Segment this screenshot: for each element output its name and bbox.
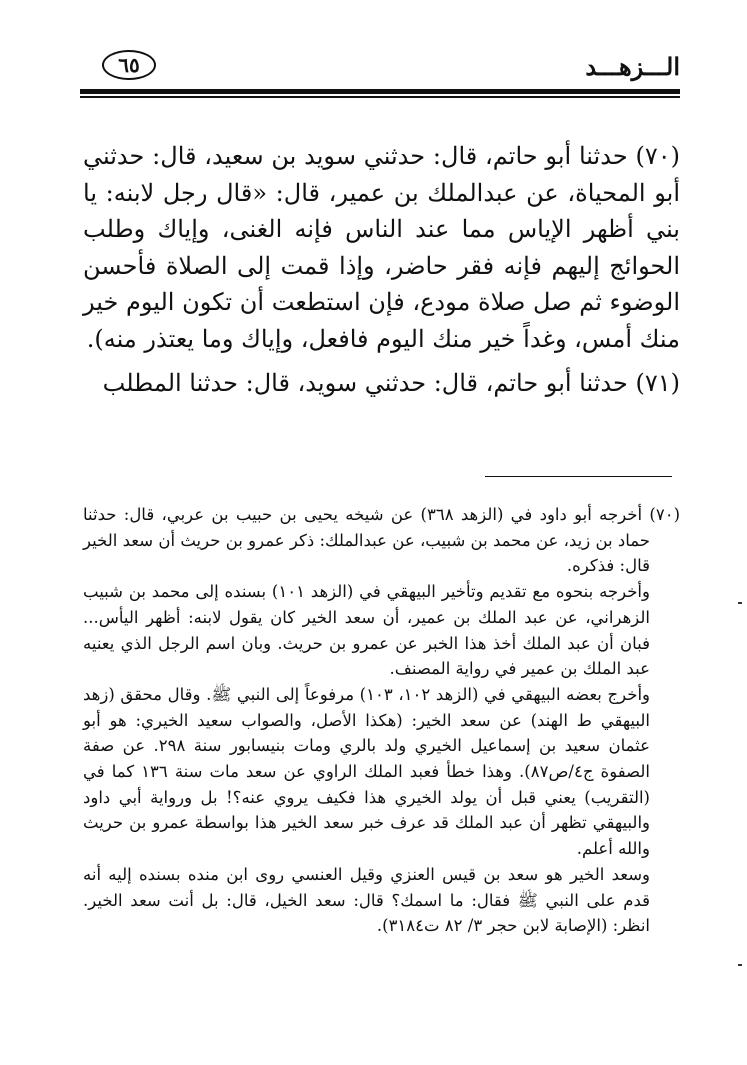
footnote-paragraph: (٧٠) أخرجه أبو داود في (الزهد ٣٦٨) عن شيخه يحيى بن حبيب بن عربي، قال: حدثنا حماد بن زيد، عن محمد بن شبيب، عن عبدالملك: ذكر عمرو بن حريث أن سعد الخير قال: فذكره. [83,505,680,576]
footnote-paragraph: وأخرج بعضه البيهقي في (الزهد ١٠٢، ١٠٣) مرفوعاً إلى النبي ﷺ. وقال محقق (زهد البيهقي ط الهند) عن سعد الخير: (هكذا الأصل، والصواب سعيد الخيري: هو أبو عثمان سعيد بن إسماعيل الخيري ولد بالري ومات بنيسابور سنة ٢٩٨. عن صفة الصفوة ج٤/ص٨٧). وهذا خطأ فعبد الملك الراوي عن سعد مات سنة ١٣٦ كما في (التقريب) يعني قبل أن يولد الخيري هذا فكيف يروي عنه؟! بل ورواية أبي داود والبيهقي تظهر أن عبد الملك قد عرف خبر سعد الخير هذا بواسطة عمرو بن حريث والله أعلم. [83,684,650,859]
main-text [83,138,680,402]
header-rule-thin [80,96,680,98]
running-title: الـــزهـــد [585,52,680,81]
page-header [80,40,680,90]
footnote-paragraph: وأخرجه بنحوه مع تقديم وتأخير البيهقي في (الزهد ١٠١) بسنده إلى محمد بن شبيب الزهراني، عن عبد الملك بن عمير، أن سعد الخير كان يقول لابنه: أظهر اليأس... فبان أن عبد الملك أخذ هذا الخبر عن عمرو بن حريث. وبان اسم الرجل الذي يعنيه عبد الملك بن عمير في رواية المصنف. [83,582,650,679]
hadith-70-paragraph: (٧٠) حدثنا أبو حاتم، قال: حدثني سويد بن سعيد، قال: حدثني أبو المحياة، عن عبدالملك بن عمير، قال: «قال رجل لابنه: يا بني أظهر الإياس مما عند الناس فإنه الغنى، وإياك وطلب الحوائج إليهم فإنه فقر حاضر، وإذا قمت إلى الصلاة فأحسن الوضوء ثم صل صلاة مودع، فإن استطعت أن تكون اليوم خير منك أمس، وغداً خير منك اليوم فافعل، وإياك وما يعتذر منه). [83,142,680,353]
page-number-badge: ٦٥ [102,50,156,80]
hadith-71-paragraph: (٧١) حدثنا أبو حاتم، قال: حدثني سويد، قال: حدثنا المطلب [102,369,680,397]
scan-edge-mark [738,602,742,604]
footnotes [83,502,680,939]
footnote-separator [485,476,672,477]
footnote-paragraph: وسعد الخير هو سعد بن قيس العنزي وقيل العنسي روى ابن منده بسنده إليه أنه قدم على النبي ﷺ فقال: ما اسمك؟ قال: سعد الخيل، قال: بل أنت سعد الخير. انظر: (الإصابة لابن حجر ٣/ ٨٢ ت٣١٨٤). [83,864,650,936]
header-rule-thick [80,89,680,94]
scan-edge-mark [738,964,742,966]
